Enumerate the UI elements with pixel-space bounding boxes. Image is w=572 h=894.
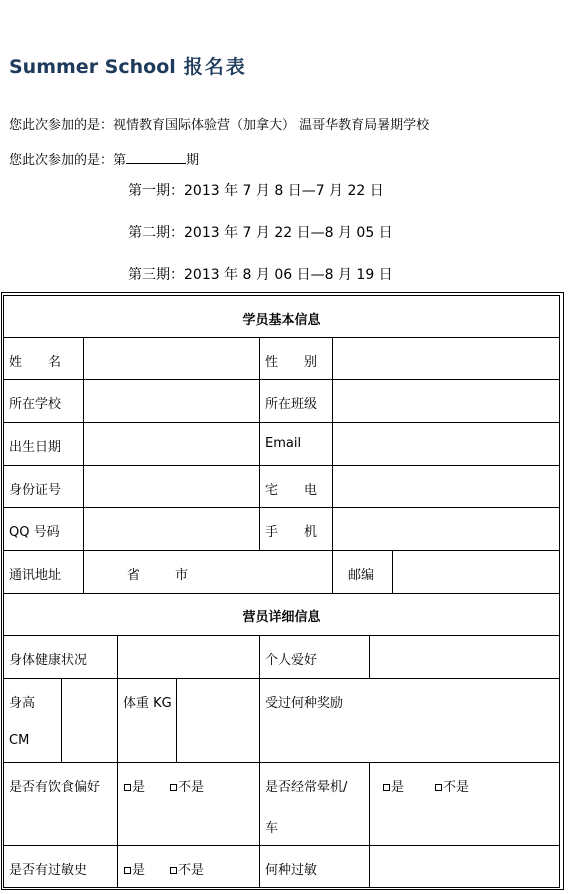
option-label: 不是 <box>178 863 205 878</box>
address-label: 通讯地址 <box>9 568 62 583</box>
diet-no-option[interactable] <box>170 776 204 795</box>
allergy-yes-option[interactable] <box>124 859 145 878</box>
allergy-no-option[interactable] <box>170 859 204 878</box>
checkbox[interactable] <box>124 867 131 874</box>
diet-label: 是否有饮食偏好 <box>9 780 101 795</box>
option-label: 是 <box>391 780 405 795</box>
mobile-field[interactable] <box>334 509 558 548</box>
birth-field[interactable] <box>85 424 257 463</box>
session-label: 您此次参加的是： <box>9 153 114 168</box>
school-field[interactable] <box>85 381 257 420</box>
allergy-type-field[interactable] <box>371 847 558 885</box>
gender-field[interactable] <box>334 339 558 377</box>
session-blank[interactable] <box>126 151 186 164</box>
motion-yes-option[interactable] <box>383 776 404 795</box>
home-phone-field[interactable] <box>334 467 558 505</box>
class-label: 所在班级 <box>265 397 318 412</box>
gender-label: 性 别 <box>265 355 318 370</box>
hobby-label: 个人爱好 <box>265 653 318 668</box>
email-field[interactable] <box>334 424 558 463</box>
allergy-type-label: 何种过敏 <box>265 863 318 878</box>
session-option: 第三期：2013 年 8 月 06 日—8 月 19 日 <box>128 267 393 283</box>
weight-field[interactable] <box>178 680 257 760</box>
section-basic-info: 学员基本信息 <box>242 313 321 328</box>
checkbox[interactable] <box>383 784 390 791</box>
birth-label: 出生日期 <box>9 440 62 455</box>
option-label: 不是 <box>443 780 470 795</box>
postcode-field[interactable] <box>394 552 558 591</box>
school-label: 所在学校 <box>9 397 62 412</box>
height-field[interactable] <box>63 680 115 760</box>
awards-label: 受过何种奖励 <box>265 696 344 711</box>
session-prefix: 第 <box>113 153 127 168</box>
height-label: 身高 <box>9 696 36 711</box>
registration-form <box>3 295 560 887</box>
page-title <box>9 52 247 79</box>
allergy-label: 是否有过敏史 <box>9 863 88 878</box>
session-option: 第二期：2013 年 7 月 22 日—8 月 05 日 <box>128 225 393 241</box>
health-field[interactable] <box>119 637 257 676</box>
motion-sickness-label: 是否经常晕机/ <box>265 780 348 795</box>
name-label: 姓 名 <box>9 355 62 370</box>
motion-no-option[interactable] <box>435 776 469 795</box>
title-cn: 报名表 <box>183 56 247 78</box>
province-label: 省 <box>127 568 141 583</box>
id-field[interactable] <box>85 467 257 505</box>
program-line <box>9 114 429 133</box>
qq-field[interactable] <box>85 509 257 548</box>
session-option: 第一期：2013 年 7 月 8 日—7 月 22 日 <box>128 183 384 199</box>
email-label: Email <box>265 436 302 451</box>
program-value: 视情教育国际体验营（加拿大） 温哥华教育局暑期学校 <box>113 118 430 133</box>
name-field[interactable] <box>85 339 257 377</box>
checkbox[interactable] <box>124 784 131 791</box>
postcode-label: 邮编 <box>348 568 375 583</box>
option-label: 是 <box>132 780 146 795</box>
home-phone-label: 宅 电 <box>265 483 318 498</box>
checkbox[interactable] <box>170 867 177 874</box>
class-field[interactable] <box>334 381 558 420</box>
option-label: 不是 <box>178 780 205 795</box>
checkbox[interactable] <box>170 784 177 791</box>
session-suffix: 期 <box>186 153 200 168</box>
height-unit-label: CM <box>9 733 30 748</box>
weight-label: 体重 KG <box>123 696 172 711</box>
session-line <box>9 149 199 168</box>
health-label: 身体健康状况 <box>9 653 88 668</box>
diet-yes-option[interactable] <box>124 776 145 795</box>
section-detail-info: 营员详细信息 <box>242 610 321 625</box>
option-label: 是 <box>132 863 146 878</box>
id-label: 身份证号 <box>9 483 62 498</box>
mobile-label: 手 机 <box>265 525 318 540</box>
checkbox[interactable] <box>435 784 442 791</box>
city-label: 市 <box>175 568 189 583</box>
title-en: Summer School <box>9 56 176 78</box>
motion-sickness-label-cont: 车 <box>265 821 279 836</box>
qq-label: QQ 号码 <box>9 525 60 540</box>
hobby-field[interactable] <box>371 637 558 676</box>
program-label: 您此次参加的是： <box>9 118 114 133</box>
